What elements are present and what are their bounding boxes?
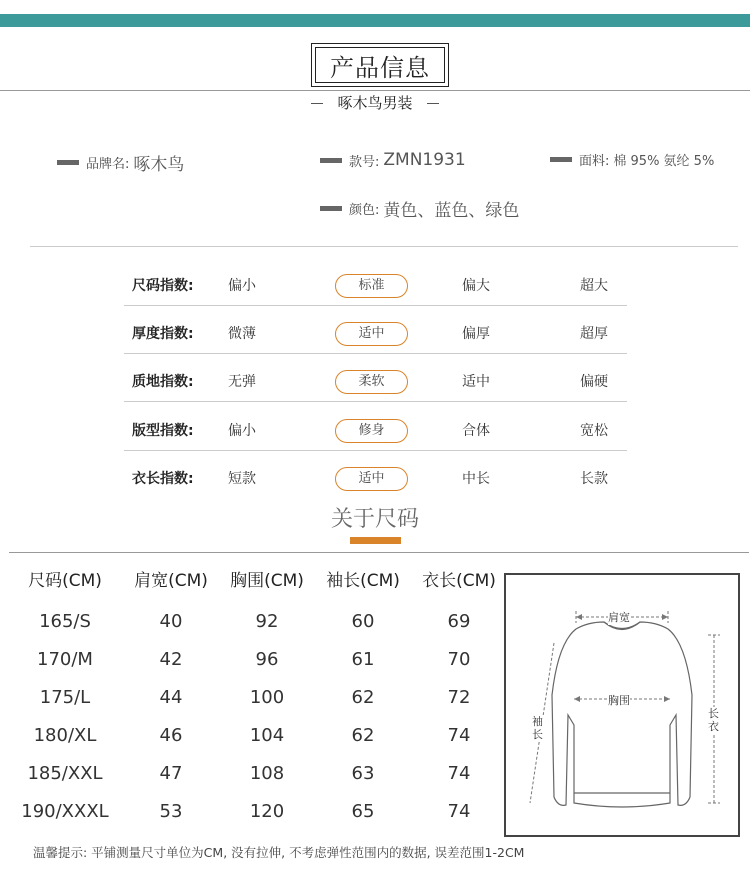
index-option: 微薄 [228, 326, 256, 342]
size-table-cell: 96 [255, 649, 279, 670]
index-option: 超厚 [580, 326, 608, 342]
measurement-note: 温馨提示: 平铺测量尺寸单位为CM, 没有拉伸, 不考虑弹性范围内的数据, 误差范围1-2CM [33, 845, 525, 860]
size-table-header: 肩宽(CM) [134, 571, 208, 591]
size-table-cell: 69 [447, 611, 471, 632]
index-option: 适中 [462, 374, 490, 390]
page-title: 产品信息 [330, 53, 430, 82]
size-table-cell: 65 [351, 801, 375, 822]
index-row [124, 266, 627, 306]
size-table-cell: 63 [351, 763, 375, 784]
index-option: 短款 [228, 471, 256, 487]
index-option: 偏小 [228, 278, 256, 294]
index-option: 宽松 [580, 423, 608, 439]
index-option: 偏硬 [580, 374, 608, 390]
chest-label: 胸围 [608, 694, 630, 707]
index-row [124, 411, 627, 451]
size-table-header: 袖长(CM) [326, 571, 400, 591]
index-option: 长款 [580, 471, 608, 487]
index-option: 中长 [462, 471, 490, 487]
size-table-cell: 108 [249, 763, 285, 784]
index-option-selected: 修身 [335, 419, 408, 443]
spec-fabric-value: 棉 95% 氨纶 5% [613, 154, 715, 169]
size-table-cell: 92 [255, 611, 279, 632]
size-table-cell: 74 [447, 725, 471, 746]
size-table-cell: 62 [351, 687, 375, 708]
spec-fabric-label: 面料: [579, 154, 610, 169]
bullet-bar-icon [550, 157, 572, 162]
size-table-cell: 175/L [39, 687, 91, 708]
about-size-divider [9, 552, 749, 553]
index-option-selected: 柔软 [335, 370, 408, 394]
index-option: 无弹 [228, 374, 256, 390]
size-table-cell: 53 [159, 801, 183, 822]
garment-measure-diagram [504, 573, 740, 837]
spec-model-value: ZMN1931 [383, 150, 466, 170]
size-table-cell: 170/M [37, 649, 93, 670]
index-label: 衣长指数: [132, 471, 194, 487]
shoulder-label: 肩宽 [608, 611, 630, 624]
size-table-cell: 100 [249, 687, 285, 708]
size-table-cell: 74 [447, 801, 471, 822]
index-label: 尺码指数: [132, 278, 194, 294]
sleeve-label: 袖长 [532, 715, 543, 741]
size-table-cell: 70 [447, 649, 471, 670]
size-table-cell: 190/XXXL [21, 801, 109, 822]
spec-fabric [550, 150, 714, 169]
size-table-cell: 165/S [39, 611, 91, 632]
index-label: 厚度指数: [132, 326, 194, 342]
about-size-accent-bar [350, 537, 401, 544]
index-option: 偏厚 [462, 326, 490, 342]
spec-color-value: 黄色、蓝色、绿色 [383, 201, 520, 221]
index-row [124, 459, 627, 499]
bullet-bar-icon [320, 158, 342, 163]
about-size-title: 关于尺码 [330, 507, 419, 532]
title-divider [0, 90, 750, 91]
spec-color-label: 颜色: [349, 203, 380, 218]
size-table-cell: 185/XXL [27, 763, 103, 784]
index-row [124, 362, 627, 402]
subtitle [0, 92, 750, 113]
index-row [124, 314, 627, 354]
size-table-header: 衣长(CM) [422, 571, 496, 591]
spec-brand-label: 品牌名: [86, 157, 130, 172]
index-option-selected: 标准 [335, 274, 408, 298]
size-table-cell: 44 [159, 687, 183, 708]
size-table-cell: 120 [249, 801, 285, 822]
size-table-cell: 42 [159, 649, 183, 670]
size-table-cell: 74 [447, 763, 471, 784]
subtitle-text: 啄木鸟男装 [337, 94, 413, 112]
size-table-header: 胸围(CM) [230, 571, 304, 591]
index-option-selected: 适中 [335, 467, 408, 491]
top-color-bar [0, 14, 750, 27]
length-label: 长衣 [708, 707, 719, 733]
title-frame [311, 43, 449, 87]
spec-model [320, 150, 466, 170]
size-table-cell: 40 [159, 611, 183, 632]
size-table-cell: 104 [249, 725, 285, 746]
index-option: 偏大 [462, 278, 490, 294]
size-table-cell: 180/XL [33, 725, 97, 746]
index-option: 合体 [462, 423, 490, 439]
index-label: 质地指数: [132, 374, 194, 390]
spec-brand [57, 150, 184, 175]
bullet-bar-icon [320, 206, 342, 211]
size-table-cell: 47 [159, 763, 183, 784]
index-option: 偏小 [228, 423, 256, 439]
spec-brand-value: 啄木鸟 [133, 155, 185, 175]
spec-model-label: 款号: [349, 154, 380, 170]
section-divider [30, 246, 738, 247]
size-table-cell: 46 [159, 725, 183, 746]
size-table-cell: 61 [351, 649, 375, 670]
index-option-selected: 适中 [335, 322, 408, 346]
spec-color [320, 196, 519, 221]
size-table-cell: 72 [447, 687, 471, 708]
index-option: 超大 [580, 278, 608, 294]
size-table-cell: 62 [351, 725, 375, 746]
bullet-bar-icon [57, 160, 79, 165]
size-table-header: 尺码(CM) [28, 571, 102, 591]
size-table-cell: 60 [351, 611, 375, 632]
index-label: 版型指数: [132, 423, 194, 439]
